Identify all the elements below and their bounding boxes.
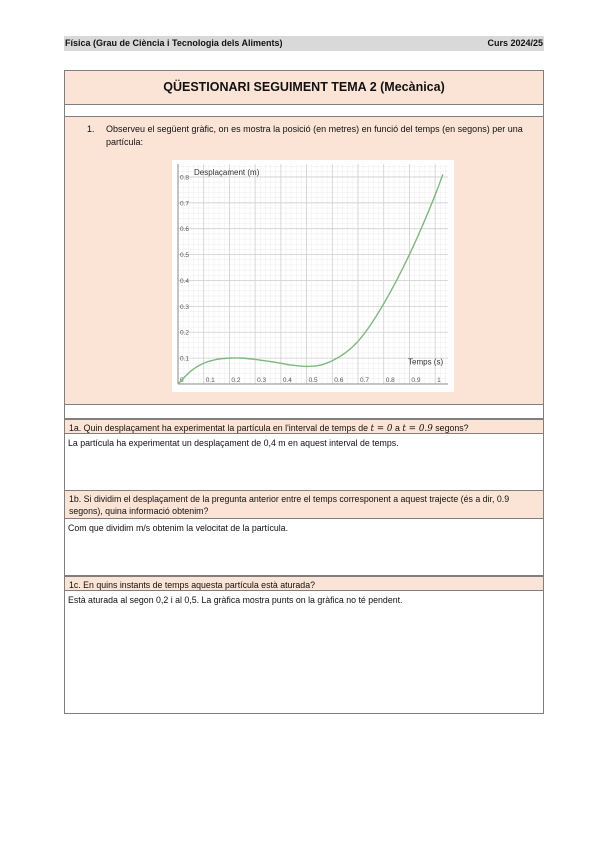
question-1-number: 1.: [87, 124, 95, 134]
spacer-row: [64, 405, 544, 419]
x-tick-label: 0.3: [257, 377, 267, 384]
y-tick-label: 0.7: [180, 200, 190, 208]
x-tick-label: 0: [180, 377, 184, 384]
question-1c-label: 1c. En quins instants de temps aquesta partícula està aturada?: [64, 576, 544, 591]
course-name: Física (Grau de Ciència i Tecnologia dels Aliments): [65, 38, 283, 48]
x-tick-label: 0.8: [385, 377, 395, 384]
x-tick-label: 0.1: [205, 377, 215, 384]
y-tick-label: 0.5: [180, 252, 190, 260]
course-year: Curs 2024/25: [487, 38, 543, 48]
q1a-math-start: t = 0: [370, 424, 393, 434]
x-tick-label: 0.2: [231, 377, 241, 384]
series-line: [178, 174, 443, 384]
q1a-text-mid: a: [392, 423, 403, 433]
question-1-text: [87, 123, 527, 149]
question-1-statement: Observeu el següent gràfic, on es mostra la posició (en metres) en funció del temps (en segons) per una partícula:: [106, 124, 523, 147]
x-tick-label: 0.7: [360, 377, 370, 384]
answer-1a[interactable]: La partícula ha experimentat un desplaçament de 0,4 m en aquest interval de temps.: [64, 434, 544, 491]
answer-1c[interactable]: Està aturada al segon 0,2 i al 0,5. La gràfica mostra punts on la gràfica no té pendent.: [64, 591, 544, 714]
chart-svg: [172, 160, 454, 392]
question-1-block: [64, 117, 544, 405]
answer-1b[interactable]: Com que dividim m/s obtenim la velocitat de la partícula.: [64, 519, 544, 576]
q1a-text-start: 1a. Quin desplaçament ha experimentat la partícula en l'interval de temps de: [69, 423, 371, 433]
x-tick-label: 0.4: [282, 377, 292, 384]
y-tick-label: 0.6: [180, 226, 190, 234]
y-tick-label: 0.4: [180, 277, 190, 285]
y-axis-label: Desplaçament (m): [194, 168, 260, 177]
x-tick-label: 1: [437, 377, 441, 384]
y-tick-label: 0.8: [180, 174, 190, 182]
y-tick-label: 0.3: [180, 303, 190, 311]
quiz-title: QÜESTIONARI SEGUIMENT TEMA 2 (Mecànica): [64, 70, 544, 105]
x-tick-label: 0.5: [308, 377, 318, 384]
question-1b-label: 1b. Si dividim el desplaçament de la pregunta anterior entre el temps corresponent a aquest trajecte (és a dir, 0.9 segons), quina informació obtenim?: [64, 490, 544, 519]
q1a-text-end: segons?: [432, 423, 469, 433]
y-tick-label: 0.2: [180, 329, 190, 337]
q1a-math-end: t = 0.9: [402, 424, 433, 434]
y-tick-label: 0.1: [180, 355, 190, 363]
question-1a-label: [64, 419, 544, 434]
x-tick-label: 0.9: [411, 377, 421, 384]
x-tick-label: 0.6: [334, 377, 344, 384]
page-header: [64, 36, 544, 51]
spacer-row: [64, 105, 544, 117]
position-time-graph: [172, 160, 454, 392]
x-axis-label: Temps (s): [408, 357, 444, 367]
